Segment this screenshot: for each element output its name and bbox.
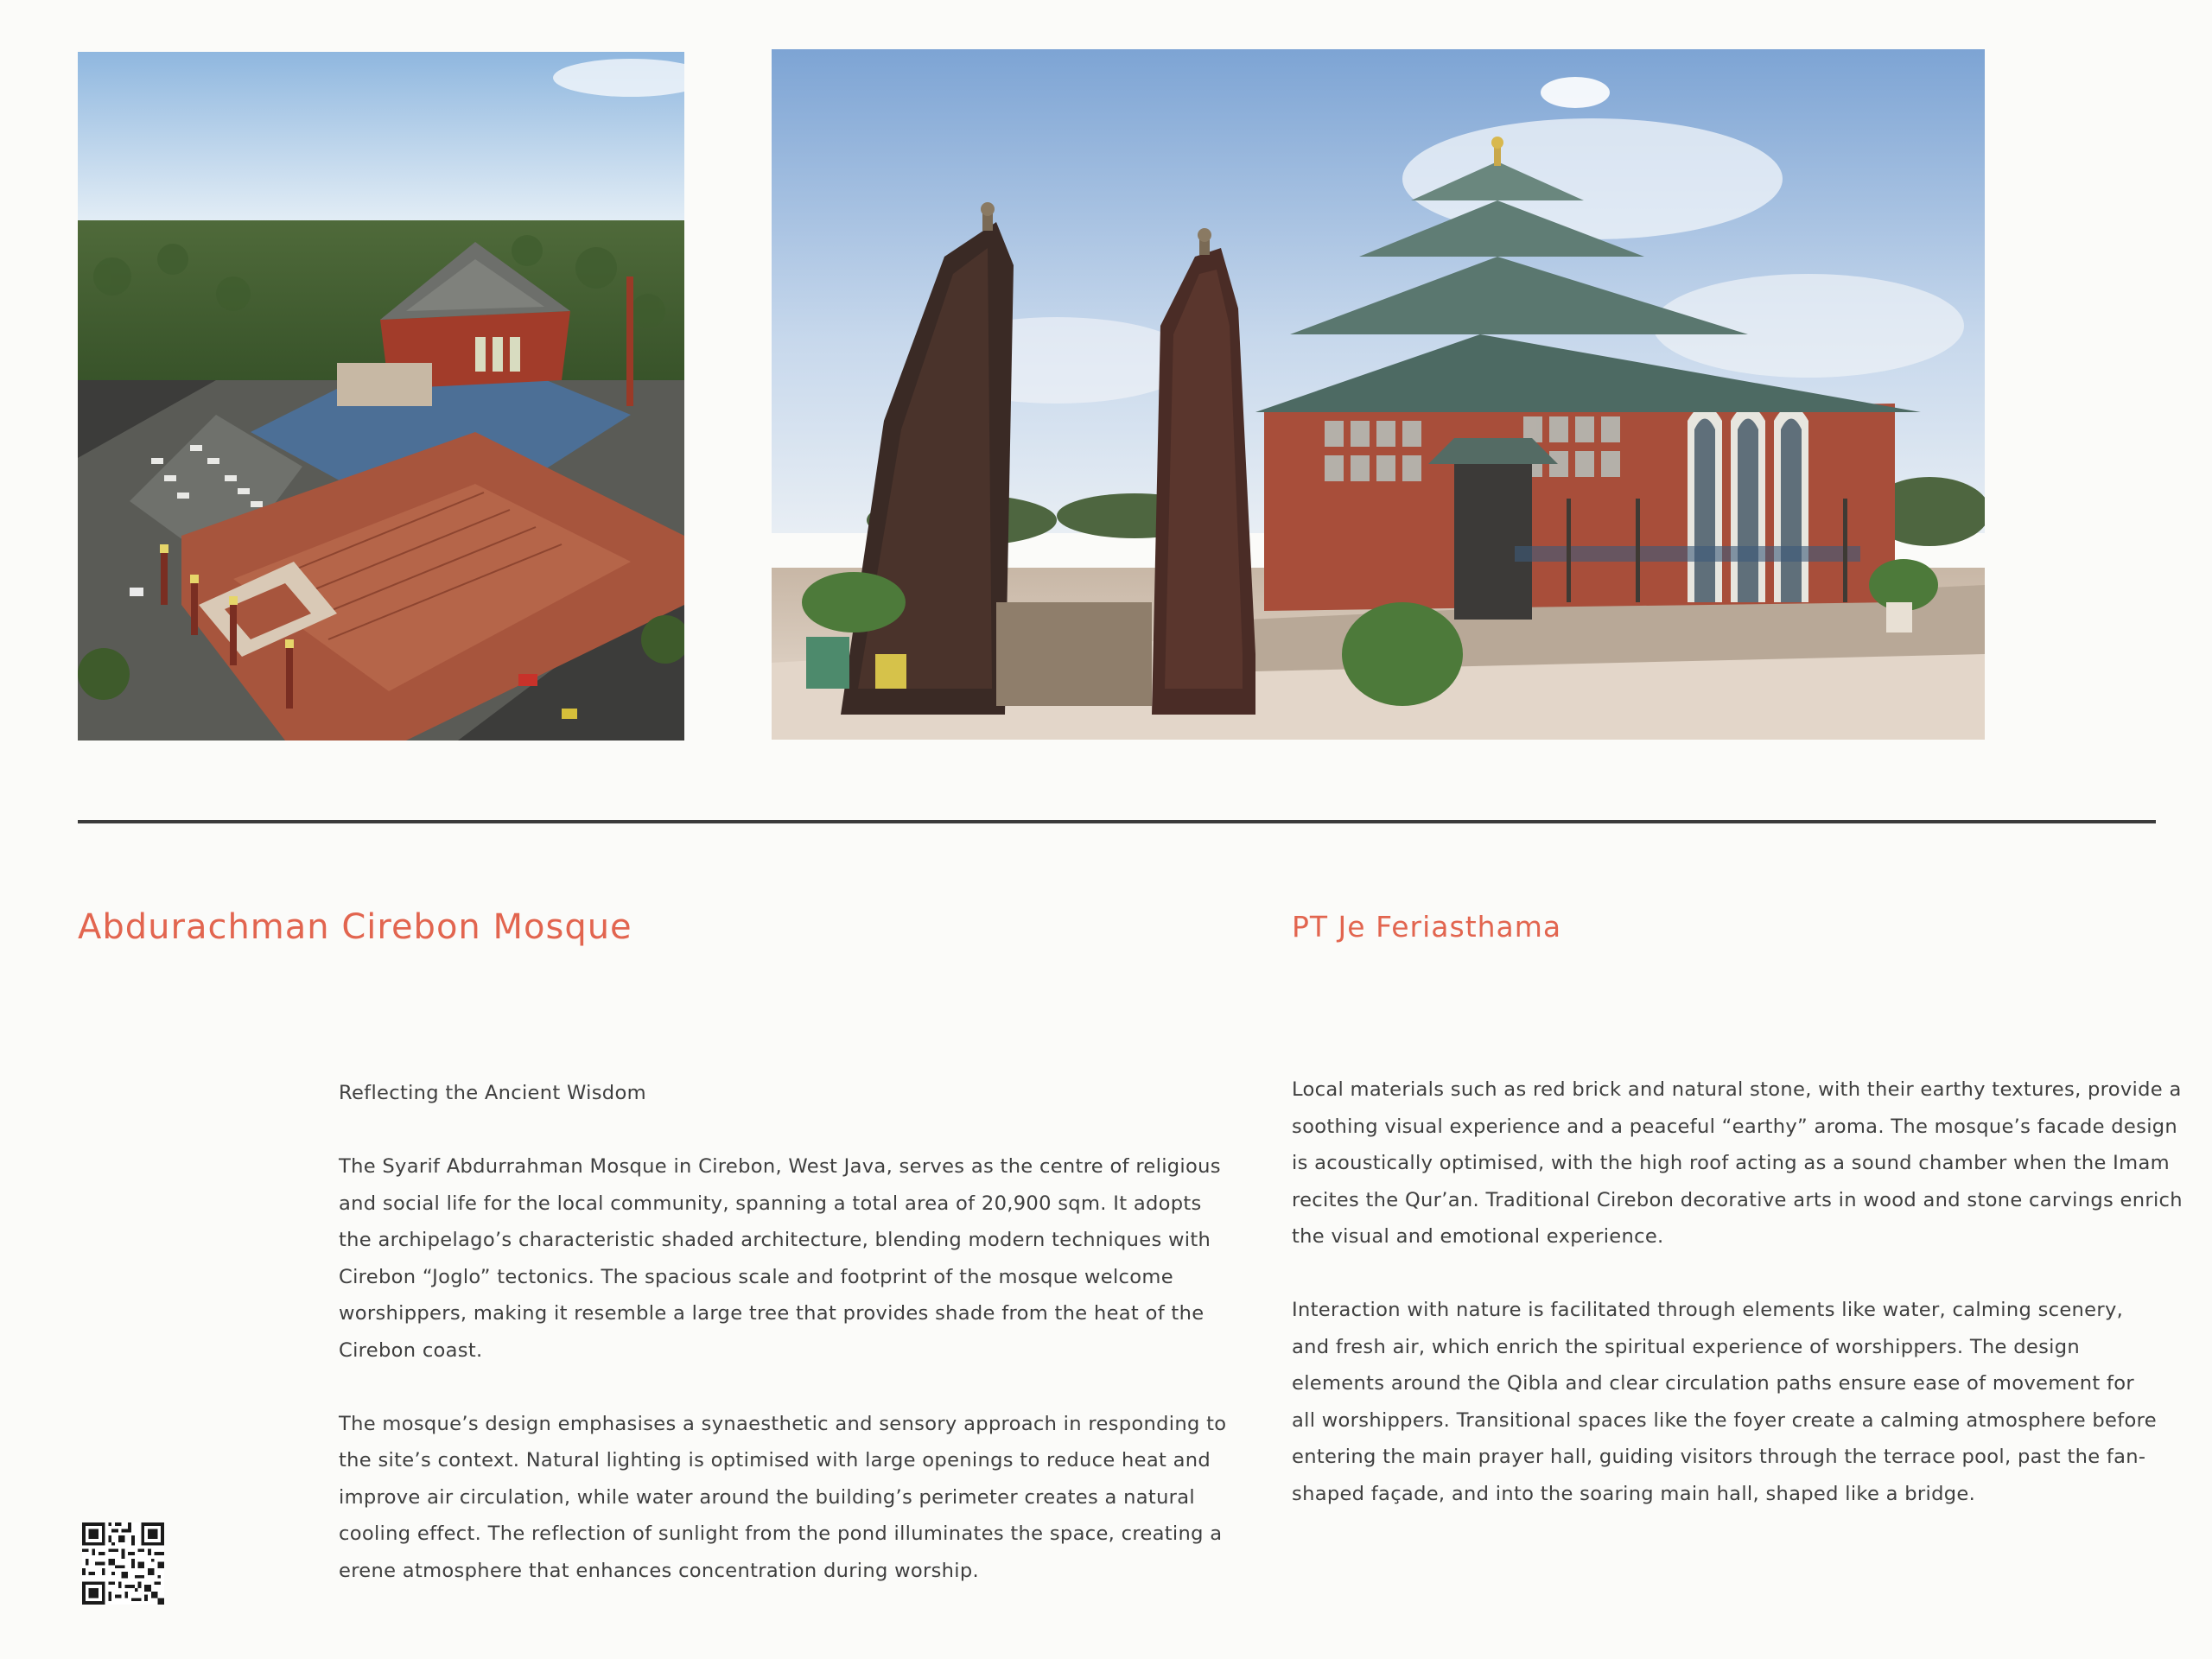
left-paragraph-2: [339, 1406, 1227, 1590]
text-line: all worshippers. Transitional spaces like the foyer create a calming atmosphere before: [1292, 1408, 2157, 1432]
text-line: Interaction with nature is facilitated through elements like water, calming scenery,: [1292, 1299, 2124, 1321]
left-paragraph-1: [339, 1148, 1220, 1369]
text-line: The mosque’s design emphasises a synaesthetic and sensory approach in responding to: [339, 1412, 1227, 1435]
text-line: and fresh air, which enrich the spiritual experience of worshippers. The design: [1292, 1335, 2080, 1358]
text-line: Cirebon “Joglo” tectonics. The spacious scale and footprint of the mosque welcome: [339, 1265, 1173, 1288]
right-paragraph-1: [1292, 1071, 2183, 1255]
section-divider: [78, 820, 2156, 823]
subtitle: Reflecting the Ancient Wisdom: [339, 1082, 646, 1104]
text-line: cooling effect. The reflection of sunlight from the pond illuminates the space, creating a: [339, 1522, 1223, 1545]
text-line: elements around the Qibla and clear circulation paths ensure ease of movement for: [1292, 1372, 2134, 1395]
left-text-column: [339, 1075, 1227, 1589]
aerial-photo: [78, 52, 684, 741]
text-line: shaped façade, and into the soaring main hall, shaped like a bridge.: [1292, 1482, 1976, 1505]
project-title: Abdurachman Cirebon Mosque: [78, 907, 632, 947]
text-line: worshippers, making it resemble a large tree that provides shade from the heat of the: [339, 1302, 1205, 1325]
text-line: the site’s context. Natural lighting is optimised with large openings to reduce heat and: [339, 1449, 1211, 1471]
facade-photo: [772, 49, 1985, 740]
right-paragraph-2: [1292, 1292, 2173, 1512]
qr-code-icon[interactable]: [82, 1522, 164, 1605]
right-text-column: [1292, 1071, 2183, 1512]
text-line: Cirebon coast.: [339, 1338, 483, 1362]
text-line: the archipelago’s characteristic shaded architecture, blending modern techniques with: [339, 1229, 1211, 1251]
text-line: improve air circulation, while water around the building’s perimeter creates a natural: [339, 1485, 1195, 1509]
text-line: erene atmosphere that enhances concentration during worship.: [339, 1559, 979, 1582]
text-line: The Syarif Abdurrahman Mosque in Cirebon, West Java, serves as the centre of religious: [339, 1155, 1221, 1178]
text-line: the visual and emotional experience.: [1292, 1225, 1664, 1248]
text-line: Local materials such as red brick and natural stone, with their earthy textures, provide a: [1292, 1078, 2182, 1101]
text-line: entering the main prayer hall, guiding visitors through the terrace pool, past the fan-: [1292, 1446, 2146, 1468]
text-line: recites the Qur’an. Traditional Cirebon decorative arts in wood and stone carvings enrich: [1292, 1188, 2183, 1211]
text-line: and social life for the local community, spanning a total area of 20,900 sqm. It adopts: [339, 1192, 1202, 1215]
text-line: soothing visual experience and a peaceful “earthy” aroma. The mosque’s facade design: [1292, 1115, 2178, 1138]
firm-name: PT Je Feriasthama: [1292, 910, 1562, 944]
text-line: is acoustically optimised, with the high roof acting as a sound chamber when the Imam: [1292, 1152, 2170, 1174]
